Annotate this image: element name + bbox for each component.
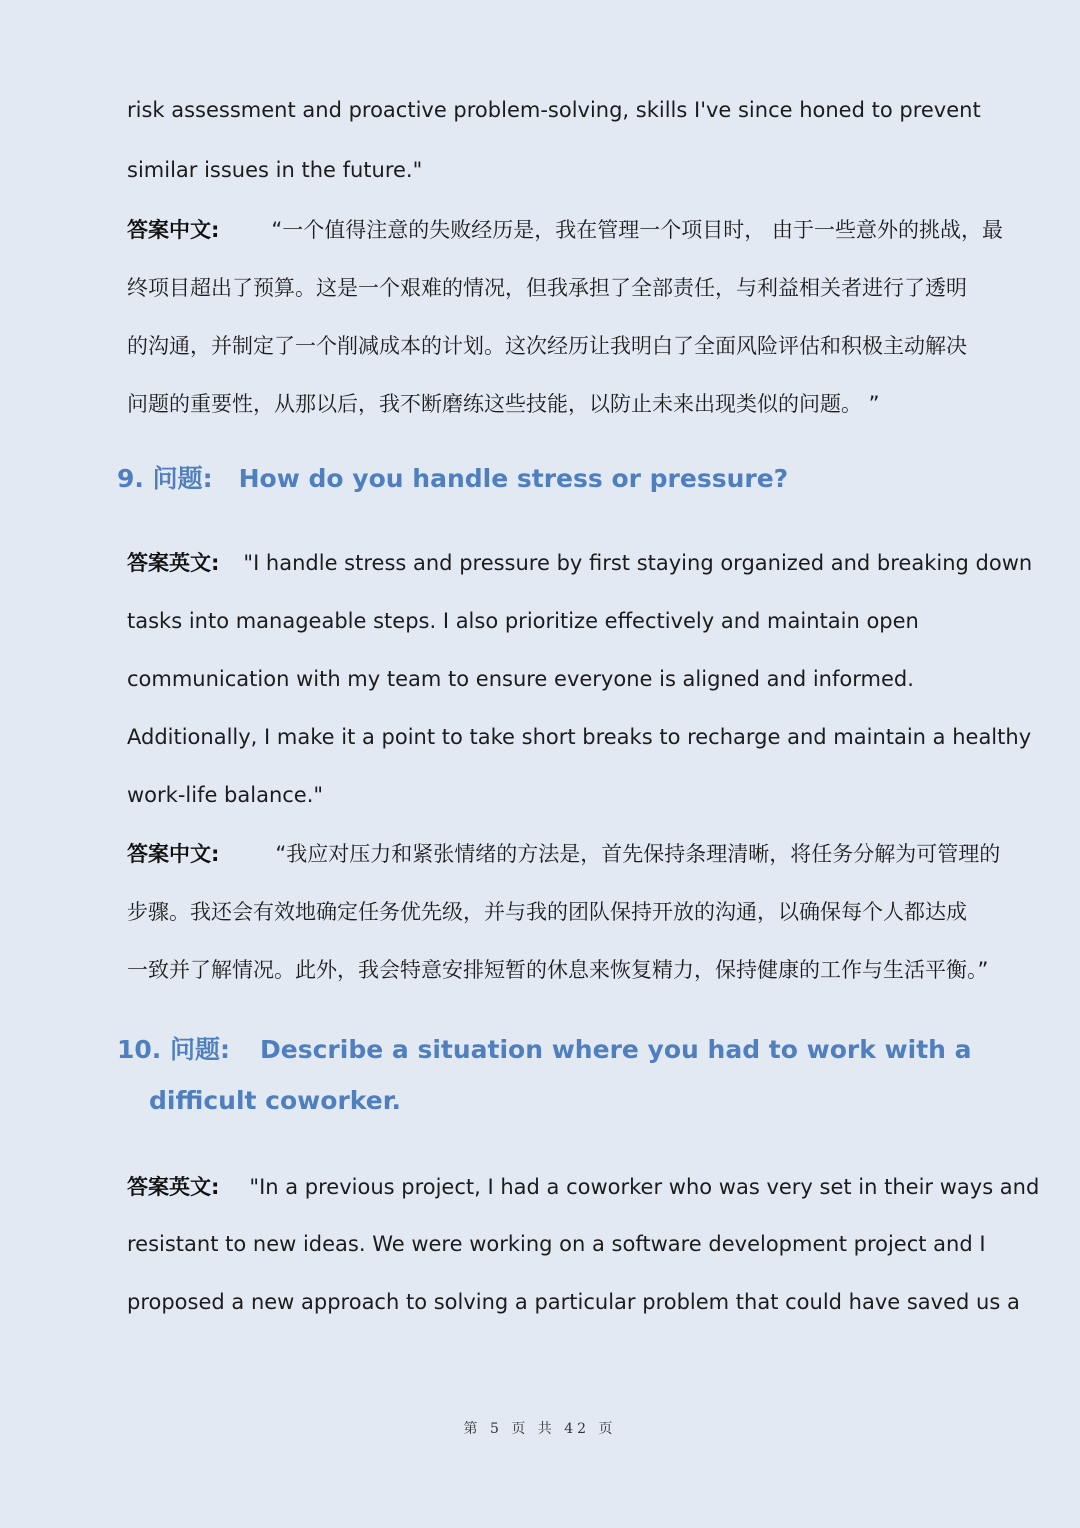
question-text: difficult coworker. bbox=[149, 1086, 401, 1115]
question-number: 10. bbox=[117, 1035, 162, 1064]
footer-total-pages: 42 bbox=[564, 1421, 591, 1437]
question-10-heading bbox=[117, 1032, 972, 1068]
q10-answer-en-line: resistant to new ideas. We were working on a software development project and I bbox=[127, 1232, 986, 1256]
q8-answer-cn-line: 终项目超出了预算。这是一个艰难的情况，但我承担了全部责任，与利益相关者进行了透明 bbox=[127, 276, 967, 300]
footer-prefix: 第 bbox=[463, 1421, 482, 1437]
answer-cn-label: 答案中文: bbox=[127, 842, 220, 866]
answer-en-label: 答案英文: bbox=[127, 551, 220, 575]
q9-answer-en-line: tasks into manageable steps. I also prioritize effectively and maintain open bbox=[127, 609, 919, 633]
footer-page-number: 5 bbox=[489, 1421, 503, 1437]
footer-suffix: 页 bbox=[598, 1421, 617, 1437]
answer-en-label: 答案英文: bbox=[127, 1175, 220, 1199]
page-footer bbox=[0, 1418, 1080, 1438]
question-label: 问题: bbox=[152, 464, 213, 493]
question-text: Describe a situation where you had to work with a bbox=[260, 1035, 972, 1064]
q8-answer-en-line: risk assessment and proactive problem-solving, skills I've since honed to prevent bbox=[127, 98, 981, 122]
q8-answer-cn-line: 问题的重要性，从那以后，我不断磨练这些技能，以防止未来出现类似的问题。 ” bbox=[127, 392, 880, 416]
answer-cn-label: 答案中文: bbox=[127, 218, 220, 242]
question-9-heading bbox=[117, 461, 788, 497]
q9-answer-cn-line: 步骤。我还会有效地确定任务优先级，并与我的团队保持开放的沟通，以确保每个人都达成 bbox=[127, 900, 967, 924]
question-text: How do you handle stress or pressure? bbox=[238, 464, 789, 493]
q9-answer-en-line: communication with my team to ensure everyone is aligned and informed. bbox=[127, 667, 914, 691]
answer-en-text: "In a previous project, I had a coworker who was very set in their ways and bbox=[249, 1175, 1040, 1199]
q9-answer-en-line: work-life balance." bbox=[127, 783, 324, 807]
question-10-heading-continued bbox=[149, 1083, 401, 1119]
q10-answer-en-line: proposed a new approach to solving a particular problem that could have saved us a bbox=[127, 1290, 1020, 1314]
q9-answer-cn-line: 一致并了解情况。此外，我会特意安排短暂的休息来恢复精力，保持健康的工作与生活平衡。” bbox=[127, 958, 989, 982]
answer-cn-text: “我应对压力和紧张情绪的方法是，首先保持条理清晰，将任务分解为可管理的 bbox=[275, 842, 1001, 866]
footer-middle: 页 共 bbox=[511, 1421, 556, 1437]
q9-answer-en-first-line bbox=[127, 548, 1032, 578]
q8-answer-cn-line: 的沟通，并制定了一个削减成本的计划。这次经历让我明白了全面风险评估和积极主动解决 bbox=[127, 334, 967, 358]
question-label: 问题: bbox=[170, 1035, 231, 1064]
q8-answer-en-line: similar issues in the future." bbox=[127, 158, 423, 182]
answer-cn-text: “一个值得注意的失败经历是，我在管理一个项目时， 由于一些意外的挑战，最 bbox=[271, 218, 1003, 242]
question-number: 9. bbox=[117, 464, 144, 493]
q9-answer-cn-first-line bbox=[127, 839, 1000, 869]
answer-en-text: "I handle stress and pressure by first staying organized and breaking down bbox=[243, 551, 1033, 575]
q10-answer-en-first-line bbox=[127, 1172, 1039, 1202]
q9-answer-en-line: Additionally, I make it a point to take short breaks to recharge and maintain a healthy bbox=[127, 725, 1032, 749]
q8-answer-cn-first-line bbox=[127, 215, 1003, 245]
